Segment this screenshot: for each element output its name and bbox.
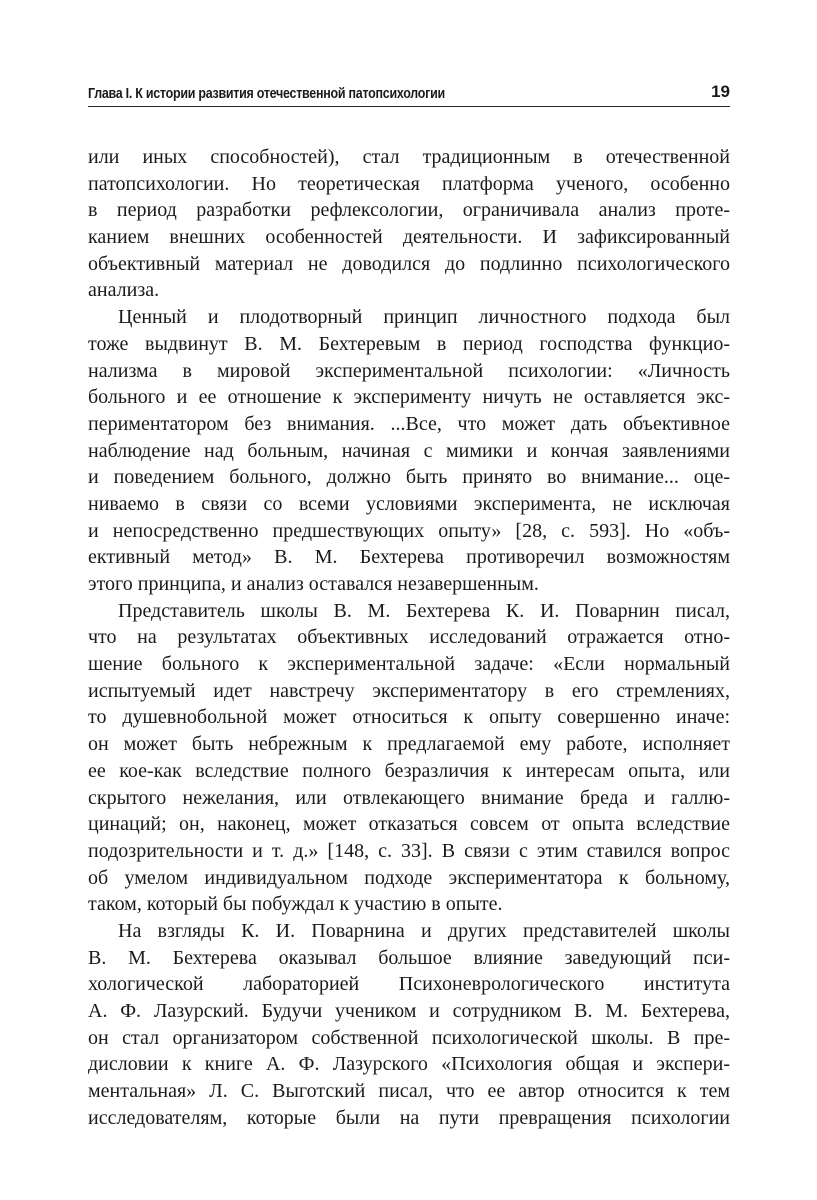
text-line: исследователям, которые были на пути превращения психологии: [88, 1106, 730, 1129]
text-line: или иных способностей), стал традиционным в отечественной: [88, 146, 730, 168]
text-line: больного и ее отношение к эксперименту ничуть не оставляется экс-: [88, 386, 730, 409]
text-line: объективный материал не доводился до подлинно психологического: [88, 252, 730, 275]
text-line: подозрительности и т. д.» [148, с. 33]. В связи с этим ставился вопрос: [88, 839, 730, 862]
text-line: об умелом индивидуальном подходе экспериментатора к больному,: [88, 866, 730, 889]
text-line: ментальная» Л. С. Выготский писал, что ее автор относится к тем: [88, 1080, 730, 1103]
text-line: тоже выдвинут В. М. Бехтеревым в период господства функцио-: [88, 332, 730, 355]
header-rule: [88, 106, 730, 107]
text-line: патопсихологии. Но теоретическая платформа ученого, особенно: [88, 172, 730, 195]
text-line: Ценный и плодотворный принцип личностного подхода был: [118, 306, 730, 329]
text-line: таком, который бы побуждал к участию в опыте.: [88, 893, 503, 916]
text-line: испытуемый идет навстречу экспериментатору в его стремлениях,: [88, 679, 730, 702]
text-line: цинаций; он, наконец, может отказаться совсем от опыта вследствие: [88, 813, 730, 836]
text-line: ниваемо в связи со всеми условиями эксперимента, не исключая: [88, 492, 730, 515]
text-line: что на результатах объективных исследований отражается отно-: [88, 626, 730, 649]
text-line: дисловии к книге А. Ф. Лазурского «Психология общая и экспери-: [88, 1053, 730, 1076]
text-line: то душевнобольной может относиться к опыту совершенно иначе:: [88, 706, 730, 729]
text-line: На взгляды К. И. Поварнина и других представителей школы: [118, 919, 730, 942]
text-line: наблюдение над больным, начиная с мимики и кончая заявлениями: [88, 439, 730, 462]
text-line: канием внешних особенностей деятельности. И зафиксированный: [88, 226, 730, 249]
text-line: анализа.: [88, 279, 160, 302]
text-line: нализма в мировой экспериментальной психологии: «Личность: [88, 359, 730, 382]
text-line: ективный метод» В. М. Бехтерева противоречил возможностям: [88, 546, 730, 569]
running-head: [88, 76, 730, 102]
body-text: [88, 144, 730, 1131]
text-line: шение больного к экспериментальной задаче: «Если нормальный: [88, 653, 730, 676]
text-line: Представитель школы В. М. Бехтерева К. И. Поварнин писал,: [118, 599, 730, 622]
text-line: этого принципа, и анализ оставался незавершенным.: [88, 573, 539, 595]
text-line: он стал организатором собственной психологической школы. В пре-: [88, 1026, 730, 1049]
text-line: и поведением больного, должно быть принято во внимание... оце-: [88, 466, 730, 489]
text-line: А. Ф. Лазурский. Будучи учеником и сотрудником В. М. Бехтерева,: [88, 1000, 730, 1022]
chapter-title: Глава I. К истории развития отечественной патопсихологии: [88, 86, 445, 102]
text-line: периментатором без внимания. ...Все, что может дать объективное: [88, 412, 730, 435]
text-line: хологической лабораторией Психоневрологического института: [88, 973, 730, 996]
text-line: в период разработки рефлексологии, ограничивала анализ проте-: [88, 199, 730, 222]
text-line: скрытого нежелания, или отвлекающего внимание бреда и галлю-: [88, 786, 730, 809]
text-line: и непосредственно предшествующих опыту» [28, с. 593]. Но «объ-: [88, 519, 730, 542]
text-line: В. М. Бехтерева оказывал большое влияние заведующий пси-: [88, 946, 730, 969]
page-number: 19: [711, 82, 730, 101]
text-line: он может быть небрежным к предлагаемой ему работе, исполняет: [88, 733, 730, 756]
text-line: ее кое-как вследствие полного безразличия к интересам опыта, или: [88, 759, 730, 782]
